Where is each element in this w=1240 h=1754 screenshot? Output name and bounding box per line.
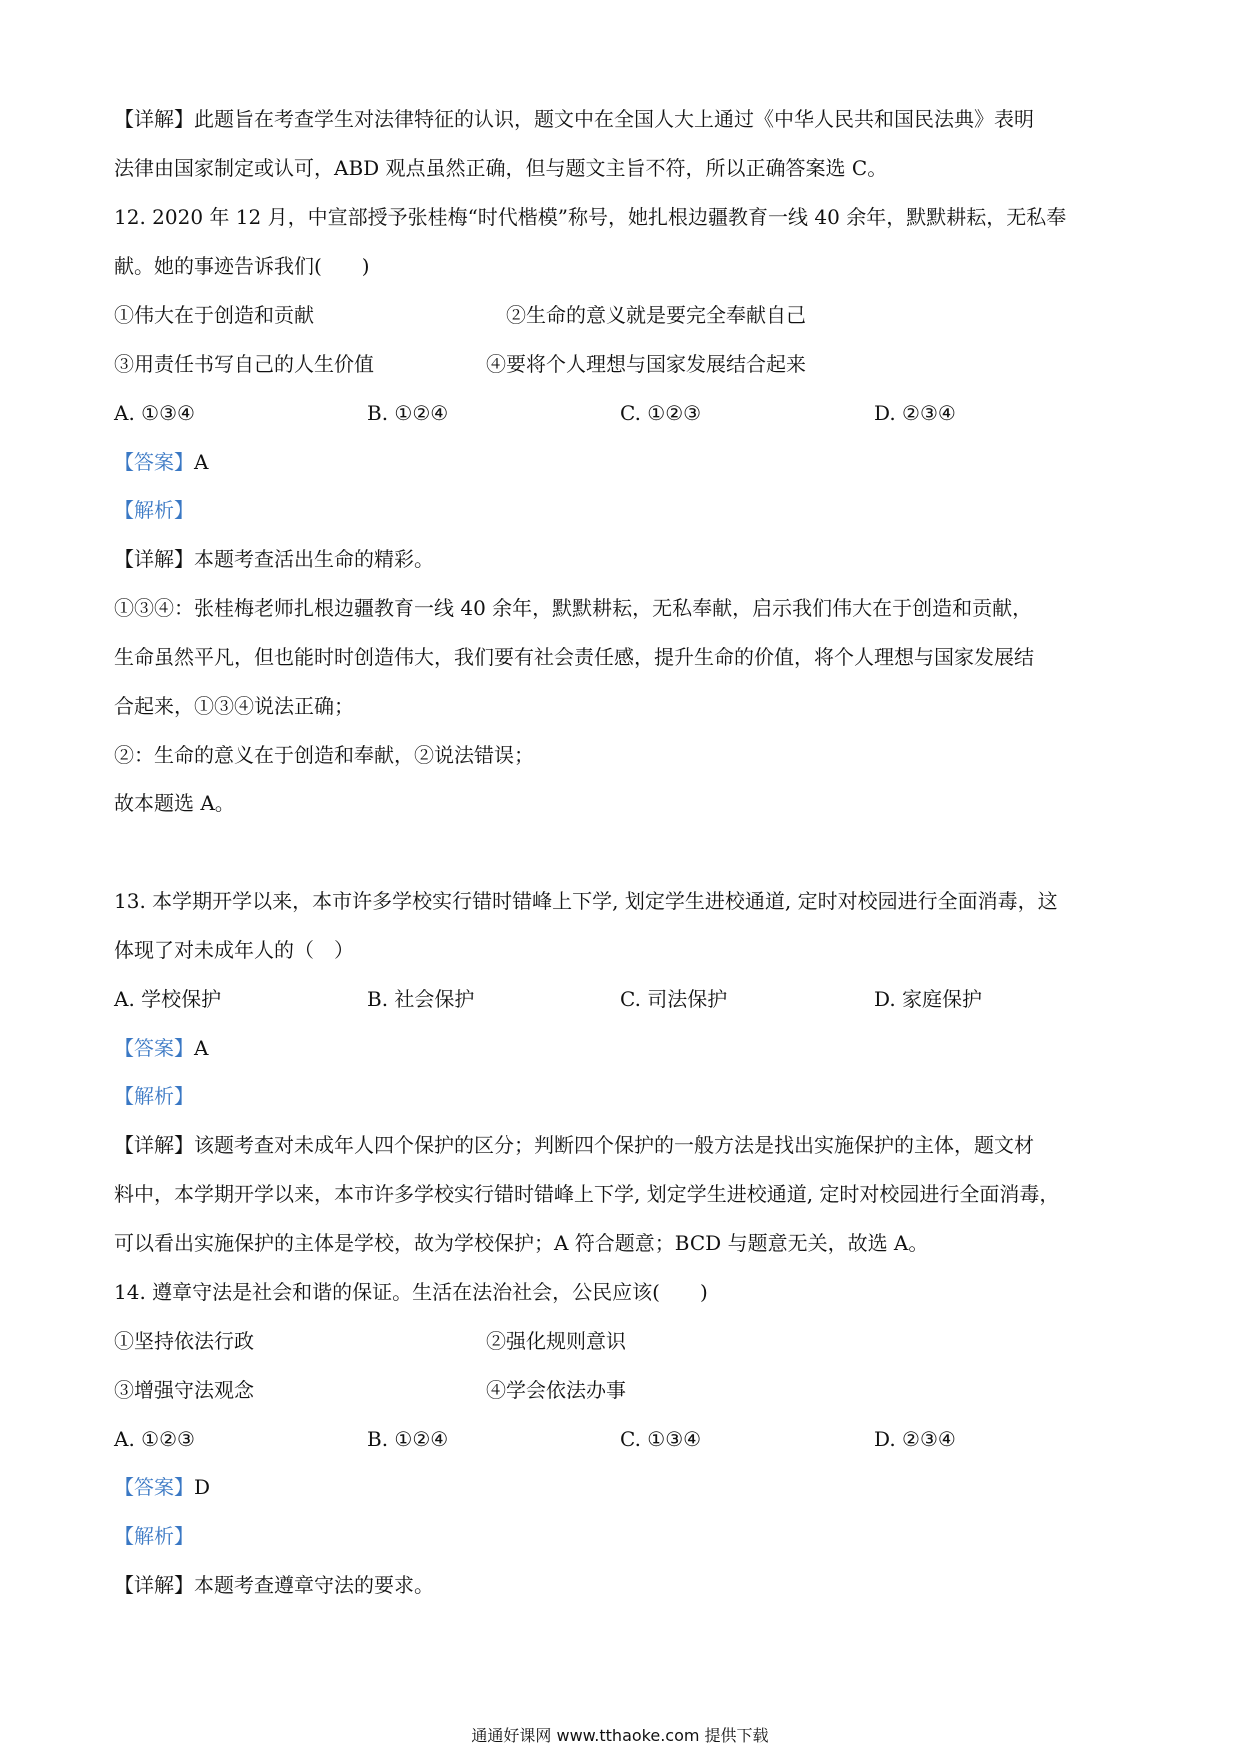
q13-choice-a: A. 学校保护 — [114, 987, 222, 1011]
q12-item-2: ②生命的意义就是要完全奉献自己 — [506, 303, 806, 327]
q12-item-4: ④要将个人理想与国家发展结合起来 — [486, 352, 806, 376]
answer-tag: 【答案】 — [114, 1475, 194, 1499]
q14-choice-c: C. ①③④ — [620, 1427, 702, 1451]
q13-stem-line-1: 13. 本学期开学以来，本市许多学校实行错时错峰上下学, 划定学生进校通道, 定时对校园进行全面消毒，这 — [114, 889, 1058, 913]
q14-detail: 【详解】本题考查遵章守法的要求。 — [114, 1573, 434, 1597]
q12-choice-d: D. ②③④ — [874, 401, 956, 425]
page-footer: 通通好课网 www.tthaoke.com 提供下载 — [471, 1726, 769, 1745]
answer-value: D — [194, 1475, 211, 1499]
q12-stem-line-2: 献。她的事迹告诉我们( ) — [114, 254, 370, 278]
q14-item-1: ①坚持依法行政 — [114, 1329, 254, 1353]
q12-analysis-tag: 【解析】 — [114, 498, 194, 522]
q14-choice-d: D. ②③④ — [874, 1427, 956, 1451]
q14-analysis-tag: 【解析】 — [114, 1524, 194, 1548]
q11-detail-line-1: 【详解】此题旨在考查学生对法律特征的认识，题文中在全国人大上通过《中华人民共和国民法典》表明 — [114, 107, 1034, 131]
q12-choice-c: C. ①②③ — [620, 401, 702, 425]
q14-item-3: ③增强守法观念 — [114, 1378, 254, 1402]
q12-answer — [114, 449, 208, 475]
q12-stem-line-1: 12. 2020 年 12 月，中宣部授予张桂梅“时代楷模”称号，她扎根边疆教育一线 40 余年，默默耕耘，无私奉 — [114, 205, 1067, 229]
q14-choice-b: B. ①②④ — [367, 1427, 449, 1451]
q13-answer — [114, 1035, 208, 1061]
q12-detail-line-6: 故本题选 A。 — [114, 791, 235, 815]
q14-stem: 14. 遵章守法是社会和谐的保证。生活在法治社会，公民应该( ) — [114, 1280, 708, 1304]
q13-detail-line-1: 【详解】该题考查对未成年人四个保护的区分；判断四个保护的一般方法是找出实施保护的主体，题文材 — [114, 1133, 1034, 1157]
q13-detail-line-3: 可以看出实施保护的主体是学校，故为学校保护；A 符合题意；BCD 与题意无关，故选 A。 — [114, 1231, 929, 1255]
q11-detail-line-2: 法律由国家制定或认可，ABD 观点虽然正确，但与题文主旨不符，所以正确答案选 C。 — [114, 156, 888, 180]
q14-item-4: ④学会依法办事 — [486, 1378, 626, 1402]
answer-tag: 【答案】 — [114, 1036, 194, 1060]
q13-analysis-tag: 【解析】 — [114, 1084, 194, 1108]
q12-choice-a: A. ①③④ — [114, 401, 195, 425]
q12-detail-line-3: 生命虽然平凡，但也能时时创造伟大，我们要有社会责任感，提升生命的价值，将个人理想与国家发展结 — [114, 645, 1034, 669]
q13-choice-b: B. 社会保护 — [367, 987, 475, 1011]
q13-choice-c: C. 司法保护 — [620, 987, 728, 1011]
q12-detail-line-1: 【详解】本题考查活出生命的精彩。 — [114, 547, 434, 571]
q12-item-1: ①伟大在于创造和贡献 — [114, 303, 314, 327]
answer-value: A — [194, 1036, 209, 1060]
q12-detail-line-5: ②：生命的意义在于创造和奉献，②说法错误； — [114, 743, 534, 767]
q12-item-3: ③用责任书写自己的人生价值 — [114, 352, 374, 376]
q13-choice-d: D. 家庭保护 — [874, 987, 983, 1011]
q12-choice-b: B. ①②④ — [367, 401, 449, 425]
answer-tag: 【答案】 — [114, 450, 194, 474]
q14-choice-a: A. ①②③ — [114, 1427, 195, 1451]
q12-detail-line-4: 合起来，①③④说法正确； — [114, 694, 354, 718]
q13-detail-line-2: 料中，本学期开学以来，本市许多学校实行错时错峰上下学, 划定学生进校通道, 定时对校园进行全面消毒， — [114, 1182, 1060, 1206]
q12-detail-line-2: ①③④：张桂梅老师扎根边疆教育一线 40 余年，默默耕耘，无私奉献，启示我们伟大在于创造和贡献， — [114, 596, 1033, 620]
q14-item-2: ②强化规则意识 — [486, 1329, 626, 1353]
q14-answer — [114, 1474, 210, 1500]
q13-stem-line-2: 体现了对未成年人的（ ） — [114, 938, 354, 962]
answer-value: A — [194, 450, 209, 474]
